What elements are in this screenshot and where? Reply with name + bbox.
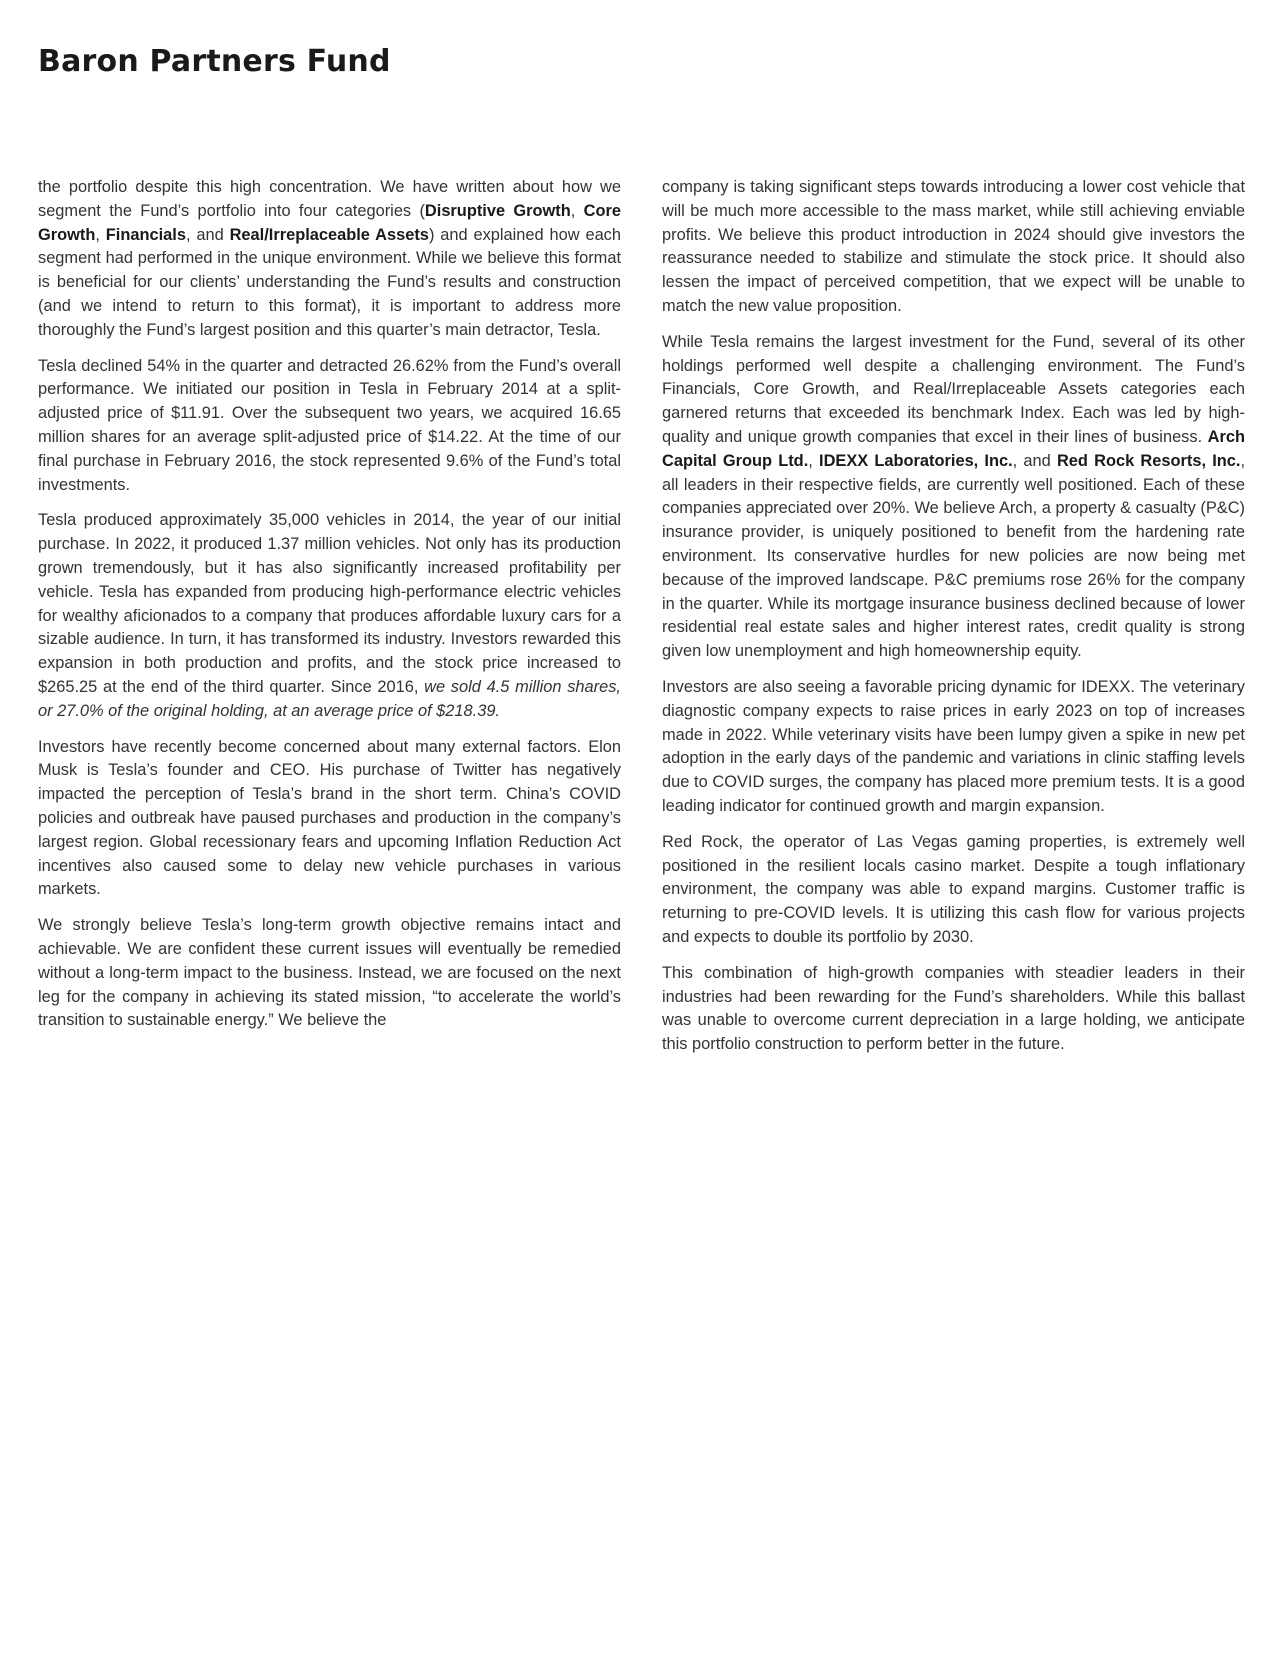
paragraph: company is taking significant steps towards introducing a lower cost vehicle that will be much more accessible to the mass market, while still achieving enviable profits. We believe this product introduction in 2024 should give investors the reassurance needed to stabilize and stimulate the stock price. It should also lessen the impact of perceived competition, that we expect will be unable to match the new value proposition. [662, 178, 1245, 315]
company-arch-capital: Arch Capital Group Ltd. [662, 427, 1245, 470]
paragraph: Investors have recently become concerned about many external factors. Elon Musk is Tesla’s founder and CEO. His purchase of Twitter has negatively impacted the perception of Tesla’s brand in the short term. China’s COVID policies and outbreak have paused purchases and production in the company’s largest region. Global recessionary fears and upcoming Inflation Reduction Act incentives also caused some to delay new vehicle purchases in various markets. [38, 737, 621, 899]
category-financials: Financials [105, 225, 186, 244]
paragraph: This combination of high-growth companies with steadier leaders in their industries had been rewarding for the Fund’s shareholders. While this ballast was unable to overcome current depreciation in a large holding, we anticipate this portfolio construction to perform better in the future. [662, 963, 1245, 1054]
right-column [662, 176, 1245, 1069]
paragraph [662, 331, 1245, 664]
text-run: ) and explained how each segment had performed in the unique environment. While we believe this format is beneficial for our clients’ understanding the Fund’s results and construction (and we intend to return to this format), it is important to address more thoroughly the Fund’s largest position and this quarter’s main detractor, Tesla. [38, 225, 621, 339]
text-run: , [808, 451, 820, 470]
italic-text-run: we sold 4.5 million shares, or 27.0% of the original holding, at an average price of $218.39. [38, 677, 621, 720]
text-run: the portfolio despite this high concentration. We have written about how we segment the Fund’s portfolio into four categories ( [38, 178, 621, 220]
paragraph: We strongly believe Tesla’s long-term growth objective remains intact and achievable. We are confident these current issues will eventually be remedied without a long-term impact to the business. Instead, we are focused on the next leg for the company in achieving its stated mission, “to accelerate the world’s transition to sustainable energy.” We believe the [38, 916, 621, 1030]
text-run: While Tesla remains the largest investment for the Fund, several of its other holdings performed well despite a challenging environment. The Fund’s Financials, Core Growth, and Real/Irreplaceable Assets categories each garnered returns that exceeded its benchmark Index. Each was led by high-quality and unique growth companies that excel in their lines of business. [662, 332, 1245, 446]
left-column [38, 176, 621, 1045]
text-run: Tesla produced approximately 35,000 vehicles in 2014, the year of our initial purchase. In 2022, it produced 1.37 million vehicles. Not only has its production grown tremendously, but it has also significantly increased profitability per vehicle. Tesla has expanded from producing high-performance electric vehicles for wealthy aficionados to a company that produces affordable luxury cars for a sizable audience. In turn, it has transformed its industry. Investors rewarded this expansion in both production and profits, and the stock price increased to $265.25 at the end of the third quarter. Since 2016, [38, 511, 621, 696]
text-run: , and [185, 225, 230, 244]
paragraph: Tesla declined 54% in the quarter and detracted 26.62% from the Fund’s overall performance. We initiated our position in Tesla in February 2014 at a split-adjusted price of $11.91. Over the subsequent two years, we acquired 16.65 million shares for an average split-adjusted price of $14.22. At the time of our final purchase in February 2016, the stock represented 9.6% of the Fund’s total investments. [38, 356, 621, 494]
company-idexx: IDEXX Laboratories, Inc. [819, 451, 1013, 470]
company-red-rock: Red Rock Resorts, Inc. [1056, 451, 1241, 470]
paragraph [38, 509, 621, 723]
text-run: , all leaders in their respective fields, are currently well positioned. Each of these companies appreciated over 20%. We believe Arch, a property & casualty (P&C) insurance provider, is uniquely positioned to benefit from the hardening rate environment. Its conservative hurdles for new policies are now being met because of the improved landscape. P&C premiums rose 26% for the company in the quarter. While its mortgage insurance business declined because of lower residential real estate sales and higher interest rates, credit quality is strong given low unemployment and high homeownership equity. [662, 451, 1245, 661]
page-title: Baron Partners Fund [38, 44, 391, 79]
category-disruptive-growth: Disruptive Growth [424, 201, 571, 220]
category-real-irreplaceable-assets: Real/Irreplaceable Assets [229, 225, 429, 244]
text-run: , [95, 225, 106, 244]
paragraph: Investors are also seeing a favorable pricing dynamic for IDEXX. The veterinary diagnostic company expects to raise prices in early 2023 on top of increases made in 2022. While veterinary visits have been lumpy given a spike in new pet adoption in the early days of the pandemic and variations in clinic staffing levels due to COVID surges, the company has placed more premium tests. It is a good leading indicator for continued growth and margin expansion. [662, 677, 1245, 815]
category-core-growth: Core Growth [38, 201, 621, 244]
text-run: , [570, 201, 584, 220]
paragraph [38, 176, 621, 343]
text-run: , and [1012, 451, 1057, 470]
paragraph: Red Rock, the operator of Las Vegas gaming properties, is extremely well positioned in the resilient locals casino market. Despite a tough inflationary environment, the company was able to expand margins. Customer traffic is returning to pre-COVID levels. It is utilizing this cash flow for various projects and expects to double its portfolio by 2030. [662, 832, 1245, 946]
